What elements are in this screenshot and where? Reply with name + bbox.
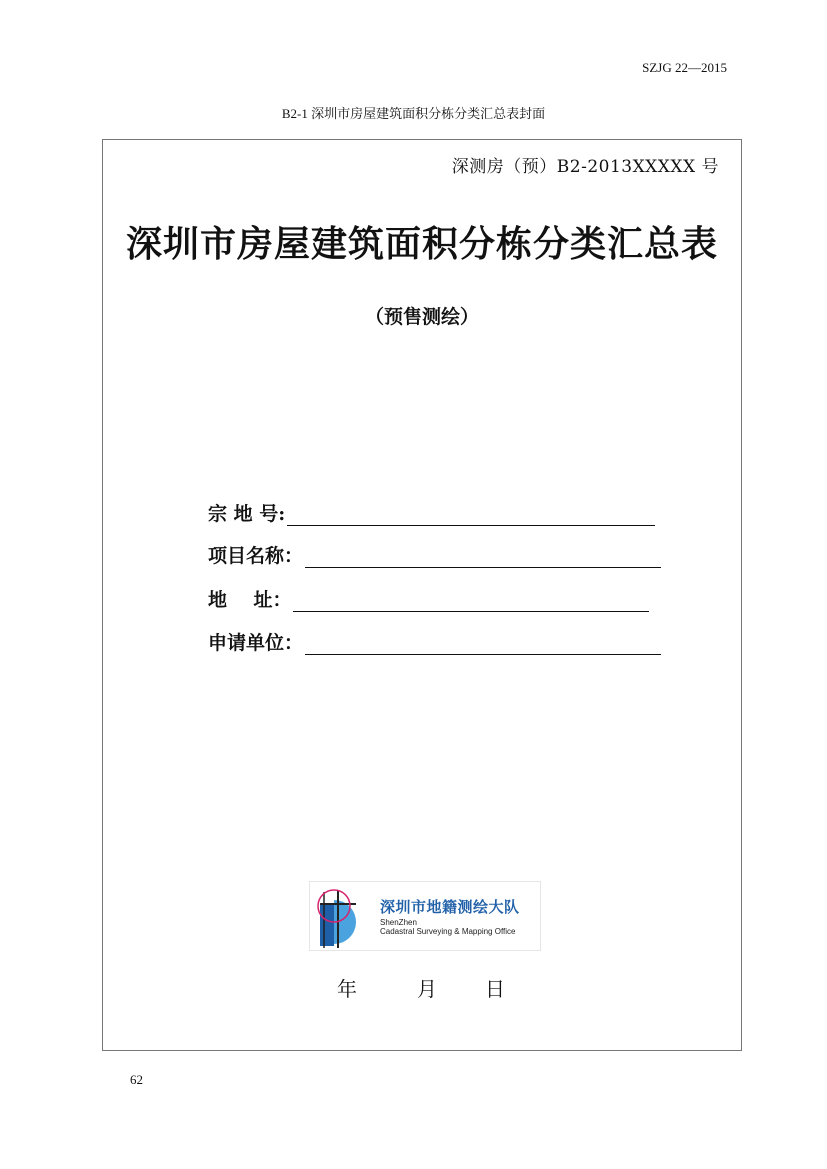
field-label: 地 址： <box>208 589 292 611</box>
surveying-office-logo <box>309 881 541 951</box>
field-address <box>208 582 649 612</box>
date-month: 月 <box>417 977 437 1001</box>
cover-frame <box>102 139 742 1051</box>
field-parcel-number <box>208 496 655 526</box>
logo-name-cn: 深圳市地籍测绘大队 <box>380 898 520 916</box>
field-blank[interactable] <box>305 630 661 655</box>
field-blank[interactable] <box>287 501 655 526</box>
logo-emblem-icon <box>310 882 380 950</box>
field-blank[interactable] <box>305 543 661 568</box>
date-year: 年 <box>337 977 357 1001</box>
standard-code: SZJG 22—2015 <box>642 60 727 75</box>
field-label: 宗 地 号: <box>208 503 286 525</box>
figure-caption: B2-1 深圳市房屋建筑面积分栋分类汇总表封面 <box>281 106 546 121</box>
field-blank[interactable] <box>293 587 649 612</box>
field-applicant <box>208 625 661 655</box>
page-number: 62 <box>130 1072 143 1087</box>
field-label: 申请单位： <box>208 632 304 654</box>
field-project-name <box>208 538 661 568</box>
field-label: 项目名称： <box>208 545 304 567</box>
cover-title: 深圳市房屋建筑面积分栋分类汇总表 <box>125 223 718 265</box>
date-day: 日 <box>485 977 505 1001</box>
logo-name-en-2: Cadastral Surveying & Mapping Office <box>380 927 516 936</box>
logo-name-en-1: ShenZhen <box>380 918 417 927</box>
document-number: 深测房（预）B2-2013XXXXX 号 <box>451 157 719 177</box>
cover-subtitle: （预售测绘） <box>364 306 479 328</box>
